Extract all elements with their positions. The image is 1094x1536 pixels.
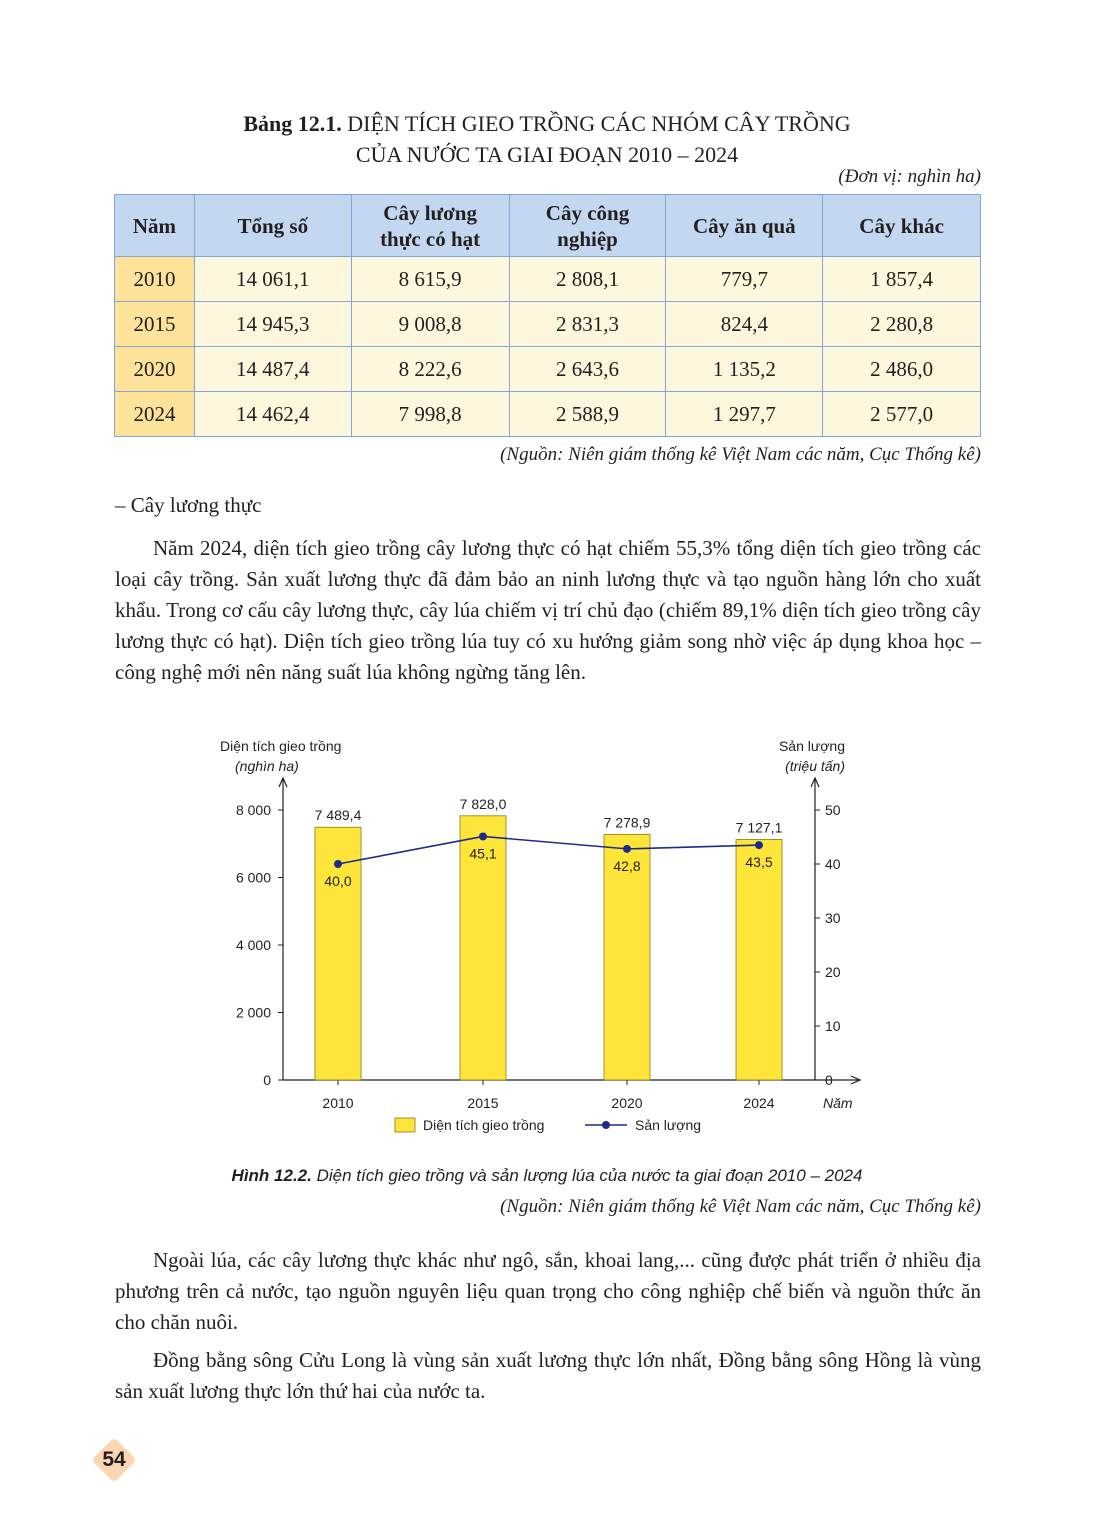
legend-line-label: Sản lượng <box>635 1117 702 1133</box>
bar <box>736 839 782 1080</box>
right-tick-label: 10 <box>825 1018 841 1034</box>
table-cell: 14 061,1 <box>194 257 351 302</box>
header-grain: Cây lương thực có hạt <box>351 195 509 257</box>
table-row <box>115 392 981 437</box>
table-unit: (Đơn vị: nghìn ha) <box>838 166 981 187</box>
table-cell: 8 222,6 <box>351 347 509 392</box>
left-tick-label: 6 000 <box>235 869 271 886</box>
table-cell: 2024 <box>115 392 195 437</box>
production-line <box>338 836 759 864</box>
table-source: (Nguồn: Niên giám thống kê Việt Nam các năm, Cục Thống kê) <box>500 444 981 465</box>
header-other: Cây khác <box>823 195 981 257</box>
section-heading: – Cây lương thực <box>115 493 262 517</box>
figure-caption-text: Diện tích gieo trồng và sản lượng lúa của nước ta giai đoạn 2010 – 2024 <box>311 1166 863 1185</box>
right-tick-label: 50 <box>825 802 841 818</box>
legend-line-point <box>602 1121 610 1129</box>
table-cell: 8 615,9 <box>351 257 509 302</box>
legend-bar-label: Diện tích gieo trồng <box>423 1117 545 1133</box>
bar-label: 7 828,0 <box>459 795 507 812</box>
right-tick-label: 30 <box>825 910 841 926</box>
left-axis-unit: (nghìn ha) <box>235 758 299 774</box>
table-cell: 2 831,3 <box>509 302 666 347</box>
table-cell: 14 487,4 <box>194 347 351 392</box>
table-title-line1: DIỆN TÍCH GIEO TRỒNG CÁC NHÓM CÂY TRỒNG <box>341 111 851 136</box>
table-cell: 14 462,4 <box>194 392 351 437</box>
table-cell: 2 486,0 <box>823 347 981 392</box>
figure-source: (Nguồn: Niên giám thống kê Việt Nam các năm, Cục Thống kê) <box>500 1196 981 1217</box>
table-cell: 7 998,8 <box>351 392 509 437</box>
table-title <box>100 108 994 170</box>
line-point <box>334 860 342 868</box>
header-industrial: Cây công nghiệp <box>509 195 666 257</box>
x-axis-title: Năm <box>823 1095 853 1111</box>
right-axis-unit: (triệu tấn) <box>785 758 845 774</box>
left-axis-title: Diện tích gieo trồng <box>220 738 342 754</box>
bar-label: 7 489,4 <box>314 807 362 824</box>
rice-chart <box>195 730 895 1150</box>
paragraph-3: Đồng bằng sông Cửu Long là vùng sản xuất lương thực lớn nhất, Đồng bằng sông Hồng là vùng sản xuất lương thực lớn thứ hai của nước ta. <box>115 1348 981 1403</box>
x-tick-label: 2015 <box>467 1095 499 1111</box>
table-row <box>115 302 981 347</box>
table-row <box>115 257 981 302</box>
table-cell: 824,4 <box>666 302 823 347</box>
figure-caption <box>100 1166 994 1186</box>
table-header-row <box>115 195 981 257</box>
table-cell: 779,7 <box>666 257 823 302</box>
table-cell: 2 280,8 <box>823 302 981 347</box>
table-cell: 1 857,4 <box>823 257 981 302</box>
bar-label: 7 278,9 <box>603 814 651 831</box>
figure-caption-label: Hình 12.2. <box>231 1166 312 1185</box>
page-number <box>92 1438 136 1482</box>
header-year: Năm <box>115 195 195 257</box>
right-tick-label: 40 <box>825 856 841 872</box>
line-label: 43,5 <box>745 854 773 871</box>
left-tick-label: 2 000 <box>235 1004 271 1021</box>
left-tick-label: 0 <box>263 1072 271 1088</box>
x-tick-label: 2024 <box>743 1095 775 1111</box>
paragraph-1: Năm 2024, diện tích gieo trồng cây lương thực có hạt chiếm 55,3% tổng diện tích gieo trồng các loại cây trồng. Sản xuất lương thực đã đảm bảo an ninh lương thực và tạo nguồn hàng lớn cho xuất khẩu. Trong cơ cấu cây lương thực, cây lúa chiếm vị trí chủ đạo (chiếm 89,1% diện tích gieo trồng cây lương thực có hạt). Diện tích gieo trồng lúa tuy có xu hướng giảm song nhờ việc áp dụng khoa học – công nghệ mới nên năng suất lúa không ngừng tăng lên. <box>115 536 981 684</box>
table-cell: 14 945,3 <box>194 302 351 347</box>
table-row <box>115 347 981 392</box>
line-label: 45,1 <box>469 845 497 862</box>
table-cell: 2 577,0 <box>823 392 981 437</box>
right-tick-label: 20 <box>825 964 841 980</box>
paragraph-2: Ngoài lúa, các cây lương thực khác như ngô, sắn, khoai lang,... cũng được phát triển ở nhiều địa phương trên cả nước, tạo nguồn nguyên liệu quan trọng cho công nghiệp chế biến và nguồn thức ăn cho chăn nuôi. <box>115 1248 981 1334</box>
right-axis-title: Sản lượng <box>778 738 845 754</box>
left-tick-label: 8 000 <box>235 802 271 818</box>
right-tick-label: 0 <box>825 1072 833 1088</box>
line-point <box>755 841 763 849</box>
table-cell: 2 588,9 <box>509 392 666 437</box>
line-point <box>623 845 631 853</box>
table-cell: 1 135,2 <box>666 347 823 392</box>
legend-bar-swatch <box>395 1118 415 1132</box>
line-label: 40,0 <box>324 873 352 889</box>
chart-line <box>334 832 763 868</box>
line-point <box>479 832 487 840</box>
table-cell: 2 808,1 <box>509 257 666 302</box>
crop-area-table <box>114 194 981 437</box>
table-cell: 1 297,7 <box>666 392 823 437</box>
table-cell: 2015 <box>115 302 195 347</box>
table-cell: 2 643,6 <box>509 347 666 392</box>
x-tick-label: 2010 <box>322 1095 354 1111</box>
header-fruit: Cây ăn quả <box>666 195 823 257</box>
table-cell: 2020 <box>115 347 195 392</box>
page-number-text: 54 <box>102 1448 126 1471</box>
table-cell: 2010 <box>115 257 195 302</box>
left-tick-label: 4 000 <box>235 937 271 953</box>
table-title-label: Bảng 12.1. <box>243 111 342 136</box>
x-tick-label: 2020 <box>611 1095 643 1111</box>
table-title-line2: CỦA NƯỚC TA GIAI ĐOẠN 2010 – 2024 <box>355 142 739 167</box>
header-total: Tổng số <box>194 195 351 257</box>
line-label: 42,8 <box>613 857 641 874</box>
bar-label: 7 127,1 <box>735 819 783 836</box>
table-cell: 9 008,8 <box>351 302 509 347</box>
